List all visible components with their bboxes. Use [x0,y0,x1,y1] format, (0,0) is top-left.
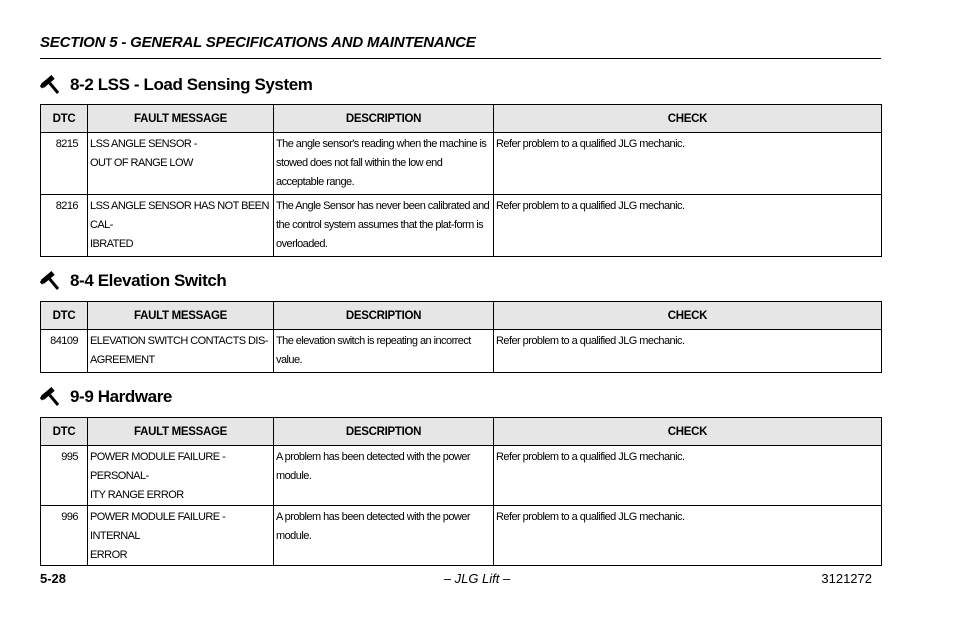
header-rule [40,58,881,59]
column-header-check: CHECK [494,302,882,330]
description-cell: The elevation switch is repeating an incorrect value. [274,330,494,373]
subsection-heading-lss [40,73,313,97]
column-header-fault-message: FAULT MESSAGE [88,302,274,330]
column-header-fault-message: FAULT MESSAGE [88,418,274,446]
table-row [41,195,882,257]
subsection-title: 9-9 Hardware [70,387,172,406]
subsection-title: 8-2 LSS - Load Sensing System [70,75,313,94]
check-cell: Refer problem to a qualified JLG mechanic. [494,506,882,566]
column-header-fault-message: FAULT MESSAGE [88,105,274,133]
table-row [41,133,882,195]
column-header-description: DESCRIPTION [274,418,494,446]
page-number: 5-28 [40,571,67,586]
dtc-cell: 8215 [41,133,88,195]
footer-center-text: – JLG Lift – [443,571,511,586]
column-header-dtc: DTC [41,105,88,133]
fault-table-lss [40,104,882,257]
table-header-row [41,418,882,446]
column-header-description: DESCRIPTION [274,302,494,330]
description-cell: The Angle Sensor has never been calibrated and the control system assumes that the plat-form is overloaded. [274,195,494,257]
check-cell: Refer problem to a qualified JLG mechanic. [494,195,882,257]
fault-message-line: AGREEMENT [90,354,155,366]
fault-table-elevation-switch [40,301,882,373]
description-cell: A problem has been detected with the power module. [274,506,494,566]
dtc-cell: 84109 [41,330,88,373]
fault-message-line: ERROR [90,549,127,561]
fault-message-cell [88,195,274,257]
fault-message-line: POWER MODULE FAILURE - PERSONAL- [90,451,226,482]
hammer-icon [40,386,64,408]
check-cell: Refer problem to a qualified JLG mechanic. [494,330,882,373]
dtc-cell: 996 [41,506,88,566]
table-header-row [41,105,882,133]
fault-message-line: ELEVATION SWITCH CONTACTS DIS- [90,335,268,347]
hammer-icon [40,74,64,96]
table-row [41,446,882,506]
fault-message-cell [88,446,274,506]
fault-message-cell [88,330,274,373]
fault-message-line: POWER MODULE FAILURE - INTERNAL [90,511,226,542]
fault-message-line: ITY RANGE ERROR [90,489,184,501]
subsection-heading-elevation-switch [40,269,226,293]
column-header-check: CHECK [494,418,882,446]
column-header-description: DESCRIPTION [274,105,494,133]
fault-message-line: OUT OF RANGE LOW [90,157,193,169]
table-row [41,506,882,566]
fault-message-line: LSS ANGLE SENSOR - [90,138,197,150]
check-cell: Refer problem to a qualified JLG mechanic. [494,446,882,506]
hammer-icon [40,270,64,292]
column-header-dtc: DTC [41,302,88,330]
fault-message-line: IBRATED [90,238,134,250]
subsection-heading-hardware [40,385,172,409]
column-header-check: CHECK [494,105,882,133]
description-cell: A problem has been detected with the power module. [274,446,494,506]
description-cell: The angle sensor's reading when the machine is stowed does not fall within the low end acceptable range. [274,133,494,195]
fault-message-cell [88,506,274,566]
dtc-cell: 995 [41,446,88,506]
document-number: 3121272 [821,571,872,586]
fault-table-hardware [40,417,882,566]
table-header-row [41,302,882,330]
fault-message-line: LSS ANGLE SENSOR HAS NOT BEEN CAL- [90,200,269,231]
dtc-cell: 8216 [41,195,88,257]
column-header-dtc: DTC [41,418,88,446]
fault-message-cell [88,133,274,195]
section-header: SECTION 5 - GENERAL SPECIFICATIONS AND MAINTENANCE [40,34,476,51]
subsection-title: 8-4 Elevation Switch [70,271,227,290]
check-cell: Refer problem to a qualified JLG mechanic. [494,133,882,195]
table-row [41,330,882,373]
